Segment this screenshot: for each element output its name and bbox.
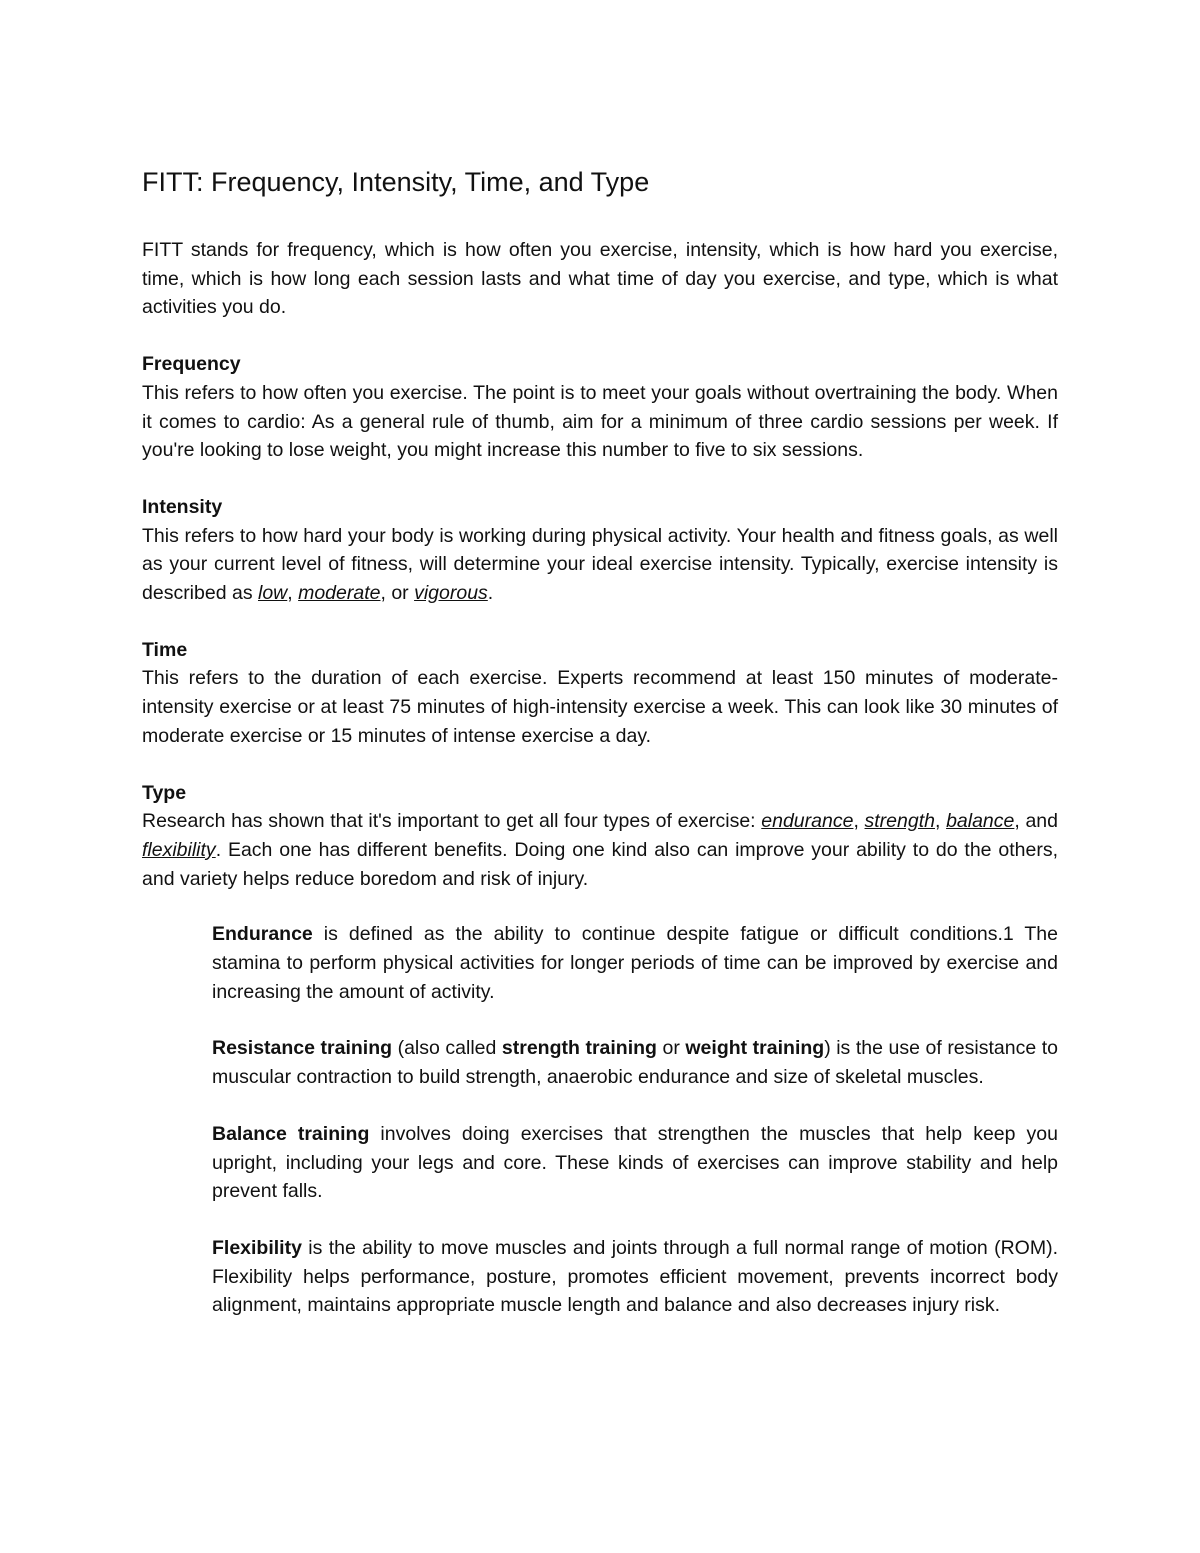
- resistance-part3: ) is the use of resistance to muscular contraction to build strength, anaerobic endurance and size of skeletal muscles.: [212, 1037, 1058, 1089]
- flexibility-paragraph: [212, 1234, 1058, 1320]
- type-sep3: , and: [1014, 810, 1058, 833]
- endurance-body: is defined as the ability to continue despite fatigue or difficult conditions.1 The stamina to perform physical activities for longer periods of time can be improved by exercise and increasing the amount of activity.: [212, 923, 1058, 1003]
- time-heading: Time: [142, 638, 188, 661]
- intensity-sep2: , or: [380, 582, 415, 605]
- endurance-term: Endurance: [212, 923, 313, 946]
- time-body: This refers to the duration of each exercise. Experts recommend at least 150 minutes of moderate-intensity exercise or at least 75 minutes of high-intensity exercise a week. This can look like 30 minutes of moderate exercise or 15 minutes of intense exercise a day.: [142, 667, 1058, 747]
- flexibility-body: is the ability to move muscles and joints through a full normal range of motion (ROM). Flexibility helps performance, posture, promotes efficient movement, prevents incorrect body alignment, maintains appropriate muscle length and balance and also decreases injury risk.: [212, 1236, 1058, 1317]
- intensity-body-text: This refers to how hard your body is working during physical activity. Your health and fitness goals, as well as your current level of fitness, will determine your ideal exercise intensity. Typically, exercise intensity is described as: [142, 524, 1058, 605]
- type-section: [142, 779, 1058, 894]
- type-sep1: ,: [853, 810, 865, 833]
- strength-training-term: strength training: [501, 1037, 657, 1060]
- resistance-part2: or: [656, 1037, 686, 1060]
- page-title: FITT: Frequency, Intensity, Time, and Type: [142, 167, 650, 197]
- resistance-term: Resistance training: [212, 1037, 393, 1060]
- term-low: low: [257, 582, 288, 605]
- balance-paragraph: [212, 1120, 1058, 1206]
- endurance-paragraph: [212, 920, 1058, 1006]
- term-vigorous: vigorous: [414, 582, 488, 605]
- intensity-sep1: ,: [287, 582, 299, 605]
- intensity-heading: Intensity: [142, 495, 223, 518]
- weight-training-term: weight training: [685, 1037, 825, 1060]
- frequency-section: [142, 350, 1058, 465]
- intro-paragraph: FITT stands for frequency, which is how often you exercise, intensity, which is how hard you exercise, time, which is how long each session lasts and what time of day you exercise, and type, which is what activities you do.: [142, 239, 1058, 319]
- type-sep2: ,: [934, 810, 947, 833]
- frequency-body: This refers to how often you exercise. The point is to meet your goals without overtraining the body. When it comes to cardio: As a general rule of thumb, aim for a minimum of three cardio sessions per week. If you're looking to lose weight, you might increase this number to five to six sessions.: [142, 381, 1058, 462]
- balance-body: involves doing exercises that strengthen the muscles that help keep you upright, including your legs and core. These kinds of exercises can improve stability and help prevent falls.: [212, 1122, 1058, 1203]
- term-balance: balance: [946, 810, 1015, 833]
- frequency-heading: Frequency: [142, 353, 241, 376]
- resistance-part1: (also called: [392, 1037, 502, 1060]
- resistance-paragraph: [212, 1034, 1058, 1091]
- exercise-types-list: [142, 920, 1058, 1320]
- type-heading: Type: [142, 781, 187, 804]
- time-section: [142, 636, 1058, 751]
- intensity-end: .: [487, 582, 494, 605]
- term-strength: strength: [864, 810, 935, 833]
- term-moderate: moderate: [298, 582, 381, 605]
- type-body-text: Research has shown that it's important to get all four types of exercise:: [142, 810, 762, 833]
- type-body-after: . Each one has different benefits. Doing one kind also can improve your ability to do the others, and variety helps reduce boredom and risk of injury.: [142, 838, 1058, 890]
- type-body: [142, 807, 1058, 893]
- term-flexibility: flexibility: [142, 838, 216, 861]
- flexibility-term: Flexibility: [212, 1236, 302, 1259]
- term-endurance: endurance: [761, 810, 854, 833]
- document-body: [142, 164, 1058, 1320]
- intensity-section: [142, 493, 1058, 608]
- intensity-body: [142, 522, 1058, 608]
- balance-term: Balance training: [212, 1122, 370, 1145]
